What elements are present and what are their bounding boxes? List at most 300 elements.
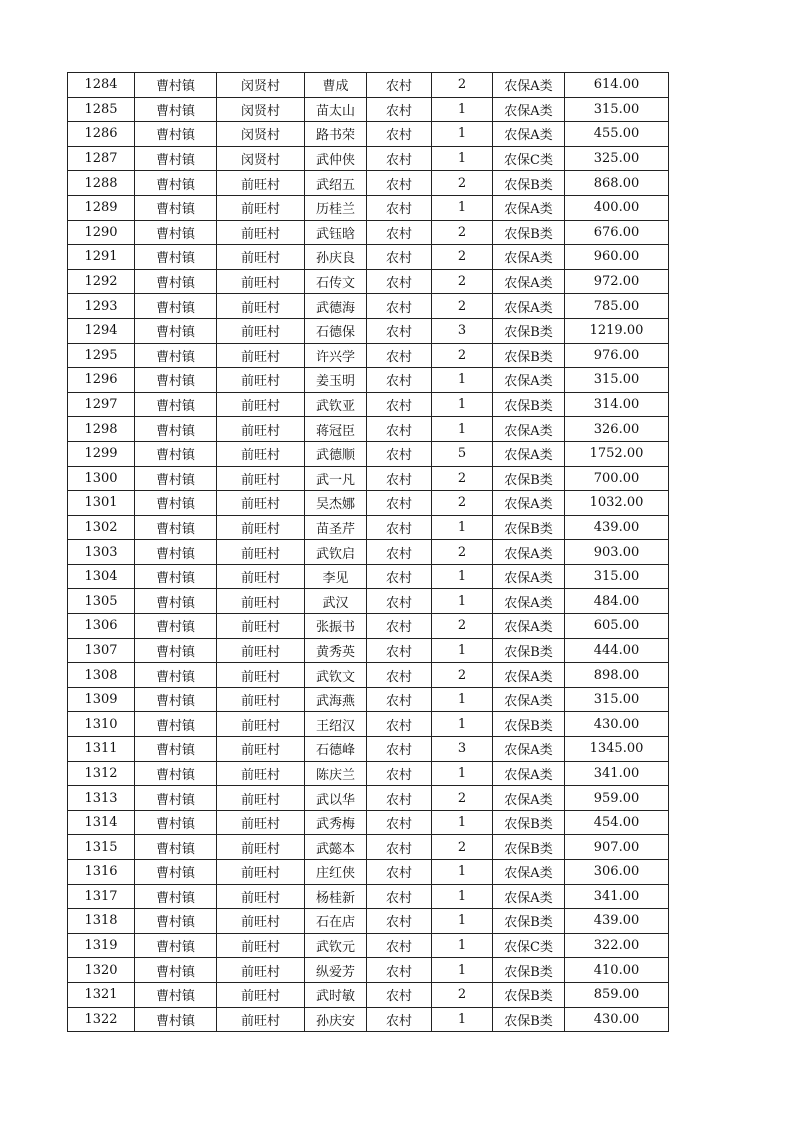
- village-cell: 前旺村: [217, 786, 305, 811]
- row-number-cell: 1300: [68, 466, 135, 491]
- insurance-category-cell: 农保A类: [493, 491, 565, 516]
- member-count-cell: 2: [432, 343, 493, 368]
- row-number-cell: 1312: [68, 761, 135, 786]
- table-row: [68, 737, 669, 762]
- town-cell: 曹村镇: [135, 1007, 217, 1032]
- row-number-cell: 1305: [68, 589, 135, 614]
- household-type-cell: 农村: [367, 786, 432, 811]
- insurance-category-cell: 农保C类: [493, 146, 565, 171]
- village-cell: 闵贤村: [217, 122, 305, 147]
- town-cell: 曹村镇: [135, 564, 217, 589]
- member-count-cell: 1: [432, 392, 493, 417]
- household-type-cell: 农村: [367, 614, 432, 639]
- member-count-cell: 2: [432, 294, 493, 319]
- table-row: [68, 687, 669, 712]
- row-number-cell: 1320: [68, 958, 135, 983]
- member-count-cell: 2: [432, 663, 493, 688]
- insurance-category-cell: 农保B类: [493, 638, 565, 663]
- person-name-cell: 许兴学: [305, 343, 367, 368]
- person-name-cell: 武汉: [305, 589, 367, 614]
- row-number-cell: 1298: [68, 417, 135, 442]
- insurance-category-cell: 农保A类: [493, 368, 565, 393]
- amount-cell: 976.00: [565, 343, 669, 368]
- row-number-cell: 1307: [68, 638, 135, 663]
- village-cell: 前旺村: [217, 884, 305, 909]
- amount-cell: 314.00: [565, 392, 669, 417]
- table-row: [68, 368, 669, 393]
- person-name-cell: 曹成: [305, 73, 367, 98]
- amount-cell: 306.00: [565, 860, 669, 885]
- table-row: [68, 638, 669, 663]
- amount-cell: 315.00: [565, 564, 669, 589]
- household-type-cell: 农村: [367, 146, 432, 171]
- amount-cell: 325.00: [565, 146, 669, 171]
- person-name-cell: 吴杰娜: [305, 491, 367, 516]
- village-cell: 前旺村: [217, 712, 305, 737]
- person-name-cell: 张振书: [305, 614, 367, 639]
- row-number-cell: 1314: [68, 810, 135, 835]
- row-number-cell: 1294: [68, 318, 135, 343]
- insurance-category-cell: 农保B类: [493, 343, 565, 368]
- amount-cell: 444.00: [565, 638, 669, 663]
- household-type-cell: 农村: [367, 171, 432, 196]
- amount-cell: 676.00: [565, 220, 669, 245]
- table-row: [68, 491, 669, 516]
- amount-cell: 605.00: [565, 614, 669, 639]
- amount-cell: 454.00: [565, 810, 669, 835]
- table-row: [68, 73, 669, 98]
- village-cell: 前旺村: [217, 909, 305, 934]
- person-name-cell: 石传文: [305, 269, 367, 294]
- insurance-category-cell: 农保B类: [493, 318, 565, 343]
- member-count-cell: 2: [432, 786, 493, 811]
- amount-cell: 907.00: [565, 835, 669, 860]
- amount-cell: 1752.00: [565, 441, 669, 466]
- village-cell: 前旺村: [217, 958, 305, 983]
- town-cell: 曹村镇: [135, 982, 217, 1007]
- town-cell: 曹村镇: [135, 589, 217, 614]
- town-cell: 曹村镇: [135, 441, 217, 466]
- household-type-cell: 农村: [367, 318, 432, 343]
- town-cell: 曹村镇: [135, 835, 217, 860]
- town-cell: 曹村镇: [135, 368, 217, 393]
- amount-cell: 430.00: [565, 1007, 669, 1032]
- table-row: [68, 97, 669, 122]
- insurance-category-cell: 农保A类: [493, 589, 565, 614]
- household-type-cell: 农村: [367, 1007, 432, 1032]
- person-name-cell: 庄红侠: [305, 860, 367, 885]
- row-number-cell: 1295: [68, 343, 135, 368]
- household-type-cell: 农村: [367, 245, 432, 270]
- town-cell: 曹村镇: [135, 392, 217, 417]
- person-name-cell: 路书荣: [305, 122, 367, 147]
- household-type-cell: 农村: [367, 737, 432, 762]
- amount-cell: 341.00: [565, 761, 669, 786]
- row-number-cell: 1291: [68, 245, 135, 270]
- amount-cell: 959.00: [565, 786, 669, 811]
- household-type-cell: 农村: [367, 761, 432, 786]
- member-count-cell: 1: [432, 884, 493, 909]
- insurance-category-cell: 农保A类: [493, 417, 565, 442]
- household-type-cell: 农村: [367, 343, 432, 368]
- member-count-cell: 2: [432, 614, 493, 639]
- person-name-cell: 武德顺: [305, 441, 367, 466]
- village-cell: 前旺村: [217, 195, 305, 220]
- insurance-category-cell: 农保A类: [493, 687, 565, 712]
- member-count-cell: 2: [432, 73, 493, 98]
- town-cell: 曹村镇: [135, 860, 217, 885]
- household-type-cell: 农村: [367, 958, 432, 983]
- table-row: [68, 761, 669, 786]
- person-name-cell: 武钦元: [305, 933, 367, 958]
- member-count-cell: 3: [432, 318, 493, 343]
- town-cell: 曹村镇: [135, 220, 217, 245]
- member-count-cell: 5: [432, 441, 493, 466]
- insurance-category-cell: 农保A类: [493, 737, 565, 762]
- table-row: [68, 933, 669, 958]
- row-number-cell: 1286: [68, 122, 135, 147]
- household-type-cell: 农村: [367, 564, 432, 589]
- table-row: [68, 663, 669, 688]
- village-cell: 前旺村: [217, 392, 305, 417]
- amount-cell: 341.00: [565, 884, 669, 909]
- village-cell: 前旺村: [217, 1007, 305, 1032]
- household-type-cell: 农村: [367, 909, 432, 934]
- insurance-category-cell: 农保A类: [493, 564, 565, 589]
- village-cell: 前旺村: [217, 417, 305, 442]
- table-row: [68, 269, 669, 294]
- village-cell: 前旺村: [217, 860, 305, 885]
- town-cell: 曹村镇: [135, 466, 217, 491]
- member-count-cell: 1: [432, 515, 493, 540]
- table-row: [68, 982, 669, 1007]
- member-count-cell: 1: [432, 564, 493, 589]
- insurance-category-cell: 农保B类: [493, 835, 565, 860]
- insurance-category-cell: 农保A类: [493, 614, 565, 639]
- amount-cell: 1032.00: [565, 491, 669, 516]
- household-type-cell: 农村: [367, 73, 432, 98]
- village-cell: 前旺村: [217, 982, 305, 1007]
- row-number-cell: 1299: [68, 441, 135, 466]
- household-type-cell: 农村: [367, 663, 432, 688]
- town-cell: 曹村镇: [135, 638, 217, 663]
- household-type-cell: 农村: [367, 860, 432, 885]
- table-row: [68, 466, 669, 491]
- insurance-category-cell: 农保B类: [493, 220, 565, 245]
- table-row: [68, 294, 669, 319]
- insurance-category-cell: 农保A类: [493, 73, 565, 98]
- person-name-cell: 王绍汉: [305, 712, 367, 737]
- table-row: [68, 884, 669, 909]
- member-count-cell: 1: [432, 368, 493, 393]
- insurance-category-cell: 农保A类: [493, 884, 565, 909]
- town-cell: 曹村镇: [135, 614, 217, 639]
- insurance-category-cell: 农保B类: [493, 171, 565, 196]
- member-count-cell: 1: [432, 638, 493, 663]
- amount-cell: 898.00: [565, 663, 669, 688]
- row-number-cell: 1296: [68, 368, 135, 393]
- person-name-cell: 石在店: [305, 909, 367, 934]
- table-row: [68, 835, 669, 860]
- table-row: [68, 540, 669, 565]
- town-cell: 曹村镇: [135, 786, 217, 811]
- member-count-cell: 1: [432, 417, 493, 442]
- village-cell: 前旺村: [217, 343, 305, 368]
- amount-cell: 972.00: [565, 269, 669, 294]
- row-number-cell: 1302: [68, 515, 135, 540]
- village-cell: 前旺村: [217, 368, 305, 393]
- table-row: [68, 909, 669, 934]
- amount-cell: 868.00: [565, 171, 669, 196]
- table-row: [68, 417, 669, 442]
- household-type-cell: 农村: [367, 392, 432, 417]
- town-cell: 曹村镇: [135, 269, 217, 294]
- household-type-cell: 农村: [367, 368, 432, 393]
- member-count-cell: 1: [432, 909, 493, 934]
- household-type-cell: 农村: [367, 589, 432, 614]
- town-cell: 曹村镇: [135, 318, 217, 343]
- person-name-cell: 石德保: [305, 318, 367, 343]
- village-cell: 前旺村: [217, 663, 305, 688]
- household-type-cell: 农村: [367, 884, 432, 909]
- member-count-cell: 3: [432, 737, 493, 762]
- row-number-cell: 1315: [68, 835, 135, 860]
- table-row: [68, 146, 669, 171]
- member-count-cell: 2: [432, 269, 493, 294]
- village-cell: 前旺村: [217, 564, 305, 589]
- member-count-cell: 1: [432, 1007, 493, 1032]
- insurance-category-cell: 农保A类: [493, 294, 565, 319]
- person-name-cell: 武仲侠: [305, 146, 367, 171]
- town-cell: 曹村镇: [135, 909, 217, 934]
- row-number-cell: 1304: [68, 564, 135, 589]
- table-row: [68, 441, 669, 466]
- person-name-cell: 武时敏: [305, 982, 367, 1007]
- table-row: [68, 614, 669, 639]
- table-row: [68, 958, 669, 983]
- household-type-cell: 农村: [367, 294, 432, 319]
- town-cell: 曹村镇: [135, 146, 217, 171]
- household-type-cell: 农村: [367, 195, 432, 220]
- row-number-cell: 1289: [68, 195, 135, 220]
- person-name-cell: 历桂兰: [305, 195, 367, 220]
- amount-cell: 315.00: [565, 97, 669, 122]
- person-name-cell: 武一凡: [305, 466, 367, 491]
- insurance-category-cell: 农保A类: [493, 860, 565, 885]
- member-count-cell: 1: [432, 122, 493, 147]
- village-cell: 前旺村: [217, 491, 305, 516]
- insurance-category-cell: 农保A类: [493, 122, 565, 147]
- household-type-cell: 农村: [367, 97, 432, 122]
- row-number-cell: 1321: [68, 982, 135, 1007]
- table-row: [68, 343, 669, 368]
- row-number-cell: 1306: [68, 614, 135, 639]
- row-number-cell: 1303: [68, 540, 135, 565]
- household-type-cell: 农村: [367, 835, 432, 860]
- row-number-cell: 1290: [68, 220, 135, 245]
- insurance-category-cell: 农保A类: [493, 269, 565, 294]
- amount-cell: 322.00: [565, 933, 669, 958]
- member-count-cell: 1: [432, 589, 493, 614]
- person-name-cell: 蒋冠臣: [305, 417, 367, 442]
- village-cell: 前旺村: [217, 761, 305, 786]
- town-cell: 曹村镇: [135, 884, 217, 909]
- village-cell: 前旺村: [217, 687, 305, 712]
- village-cell: 前旺村: [217, 171, 305, 196]
- village-cell: 闵贤村: [217, 73, 305, 98]
- insurance-category-cell: 农保B类: [493, 466, 565, 491]
- member-count-cell: 2: [432, 466, 493, 491]
- amount-cell: 455.00: [565, 122, 669, 147]
- row-number-cell: 1319: [68, 933, 135, 958]
- person-name-cell: 李见: [305, 564, 367, 589]
- row-number-cell: 1301: [68, 491, 135, 516]
- row-number-cell: 1297: [68, 392, 135, 417]
- insurance-category-cell: 农保B类: [493, 1007, 565, 1032]
- row-number-cell: 1287: [68, 146, 135, 171]
- member-count-cell: 1: [432, 195, 493, 220]
- table-row: [68, 220, 669, 245]
- table-row: [68, 712, 669, 737]
- village-cell: 前旺村: [217, 269, 305, 294]
- amount-cell: 326.00: [565, 417, 669, 442]
- village-cell: 闵贤村: [217, 146, 305, 171]
- insurance-category-cell: 农保B类: [493, 909, 565, 934]
- town-cell: 曹村镇: [135, 810, 217, 835]
- village-cell: 前旺村: [217, 441, 305, 466]
- village-cell: 前旺村: [217, 589, 305, 614]
- town-cell: 曹村镇: [135, 417, 217, 442]
- amount-cell: 315.00: [565, 368, 669, 393]
- member-count-cell: 1: [432, 97, 493, 122]
- person-name-cell: 武秀梅: [305, 810, 367, 835]
- amount-cell: 903.00: [565, 540, 669, 565]
- table-row: [68, 564, 669, 589]
- row-number-cell: 1313: [68, 786, 135, 811]
- member-count-cell: 1: [432, 712, 493, 737]
- table-row: [68, 1007, 669, 1032]
- row-number-cell: 1318: [68, 909, 135, 934]
- row-number-cell: 1284: [68, 73, 135, 98]
- village-cell: 前旺村: [217, 318, 305, 343]
- member-count-cell: 1: [432, 860, 493, 885]
- table-row: [68, 860, 669, 885]
- household-type-cell: 农村: [367, 515, 432, 540]
- household-type-cell: 农村: [367, 417, 432, 442]
- person-name-cell: 陈庆兰: [305, 761, 367, 786]
- village-cell: 前旺村: [217, 933, 305, 958]
- village-cell: 前旺村: [217, 638, 305, 663]
- table-row: [68, 810, 669, 835]
- member-count-cell: 2: [432, 491, 493, 516]
- row-number-cell: 1288: [68, 171, 135, 196]
- row-number-cell: 1322: [68, 1007, 135, 1032]
- member-count-cell: 1: [432, 146, 493, 171]
- person-name-cell: 黄秀英: [305, 638, 367, 663]
- person-name-cell: 孙庆安: [305, 1007, 367, 1032]
- village-cell: 前旺村: [217, 737, 305, 762]
- insurance-category-cell: 农保A类: [493, 245, 565, 270]
- member-count-cell: 1: [432, 761, 493, 786]
- amount-cell: 1345.00: [565, 737, 669, 762]
- insurance-category-cell: 农保C类: [493, 933, 565, 958]
- person-name-cell: 武以华: [305, 786, 367, 811]
- person-name-cell: 武绍五: [305, 171, 367, 196]
- person-name-cell: 武钦亚: [305, 392, 367, 417]
- household-type-cell: 农村: [367, 540, 432, 565]
- table-row: [68, 171, 669, 196]
- person-name-cell: 石德峰: [305, 737, 367, 762]
- insurance-category-cell: 农保A类: [493, 540, 565, 565]
- town-cell: 曹村镇: [135, 515, 217, 540]
- insurance-category-cell: 农保A类: [493, 786, 565, 811]
- village-cell: 前旺村: [217, 245, 305, 270]
- household-type-cell: 农村: [367, 712, 432, 737]
- household-type-cell: 农村: [367, 441, 432, 466]
- member-count-cell: 2: [432, 171, 493, 196]
- person-name-cell: 武钦启: [305, 540, 367, 565]
- insurance-category-cell: 农保B类: [493, 392, 565, 417]
- member-count-cell: 2: [432, 540, 493, 565]
- member-count-cell: 1: [432, 687, 493, 712]
- insurance-category-cell: 农保B类: [493, 712, 565, 737]
- village-cell: 前旺村: [217, 540, 305, 565]
- row-number-cell: 1316: [68, 860, 135, 885]
- insurance-category-cell: 农保A类: [493, 97, 565, 122]
- row-number-cell: 1317: [68, 884, 135, 909]
- household-type-cell: 农村: [367, 638, 432, 663]
- person-name-cell: 姜玉明: [305, 368, 367, 393]
- insurance-category-cell: 农保A类: [493, 441, 565, 466]
- household-type-cell: 农村: [367, 466, 432, 491]
- member-count-cell: 1: [432, 958, 493, 983]
- person-name-cell: 纵爱芳: [305, 958, 367, 983]
- insurance-category-cell: 农保B类: [493, 515, 565, 540]
- town-cell: 曹村镇: [135, 245, 217, 270]
- person-name-cell: 武钦文: [305, 663, 367, 688]
- row-number-cell: 1293: [68, 294, 135, 319]
- table-row: [68, 589, 669, 614]
- household-type-cell: 农村: [367, 269, 432, 294]
- member-count-cell: 1: [432, 933, 493, 958]
- village-cell: 前旺村: [217, 294, 305, 319]
- member-count-cell: 2: [432, 835, 493, 860]
- town-cell: 曹村镇: [135, 663, 217, 688]
- village-cell: 前旺村: [217, 220, 305, 245]
- member-count-cell: 2: [432, 982, 493, 1007]
- household-type-cell: 农村: [367, 122, 432, 147]
- amount-cell: 410.00: [565, 958, 669, 983]
- village-cell: 前旺村: [217, 810, 305, 835]
- table-row: [68, 786, 669, 811]
- row-number-cell: 1311: [68, 737, 135, 762]
- insurance-category-cell: 农保B类: [493, 810, 565, 835]
- row-number-cell: 1308: [68, 663, 135, 688]
- amount-cell: 1219.00: [565, 318, 669, 343]
- town-cell: 曹村镇: [135, 958, 217, 983]
- person-name-cell: 杨桂新: [305, 884, 367, 909]
- household-type-cell: 农村: [367, 687, 432, 712]
- household-type-cell: 农村: [367, 933, 432, 958]
- town-cell: 曹村镇: [135, 343, 217, 368]
- table-row: [68, 245, 669, 270]
- person-name-cell: 武钰晗: [305, 220, 367, 245]
- household-type-cell: 农村: [367, 810, 432, 835]
- person-name-cell: 苗圣芹: [305, 515, 367, 540]
- town-cell: 曹村镇: [135, 712, 217, 737]
- table-row: [68, 515, 669, 540]
- amount-cell: 484.00: [565, 589, 669, 614]
